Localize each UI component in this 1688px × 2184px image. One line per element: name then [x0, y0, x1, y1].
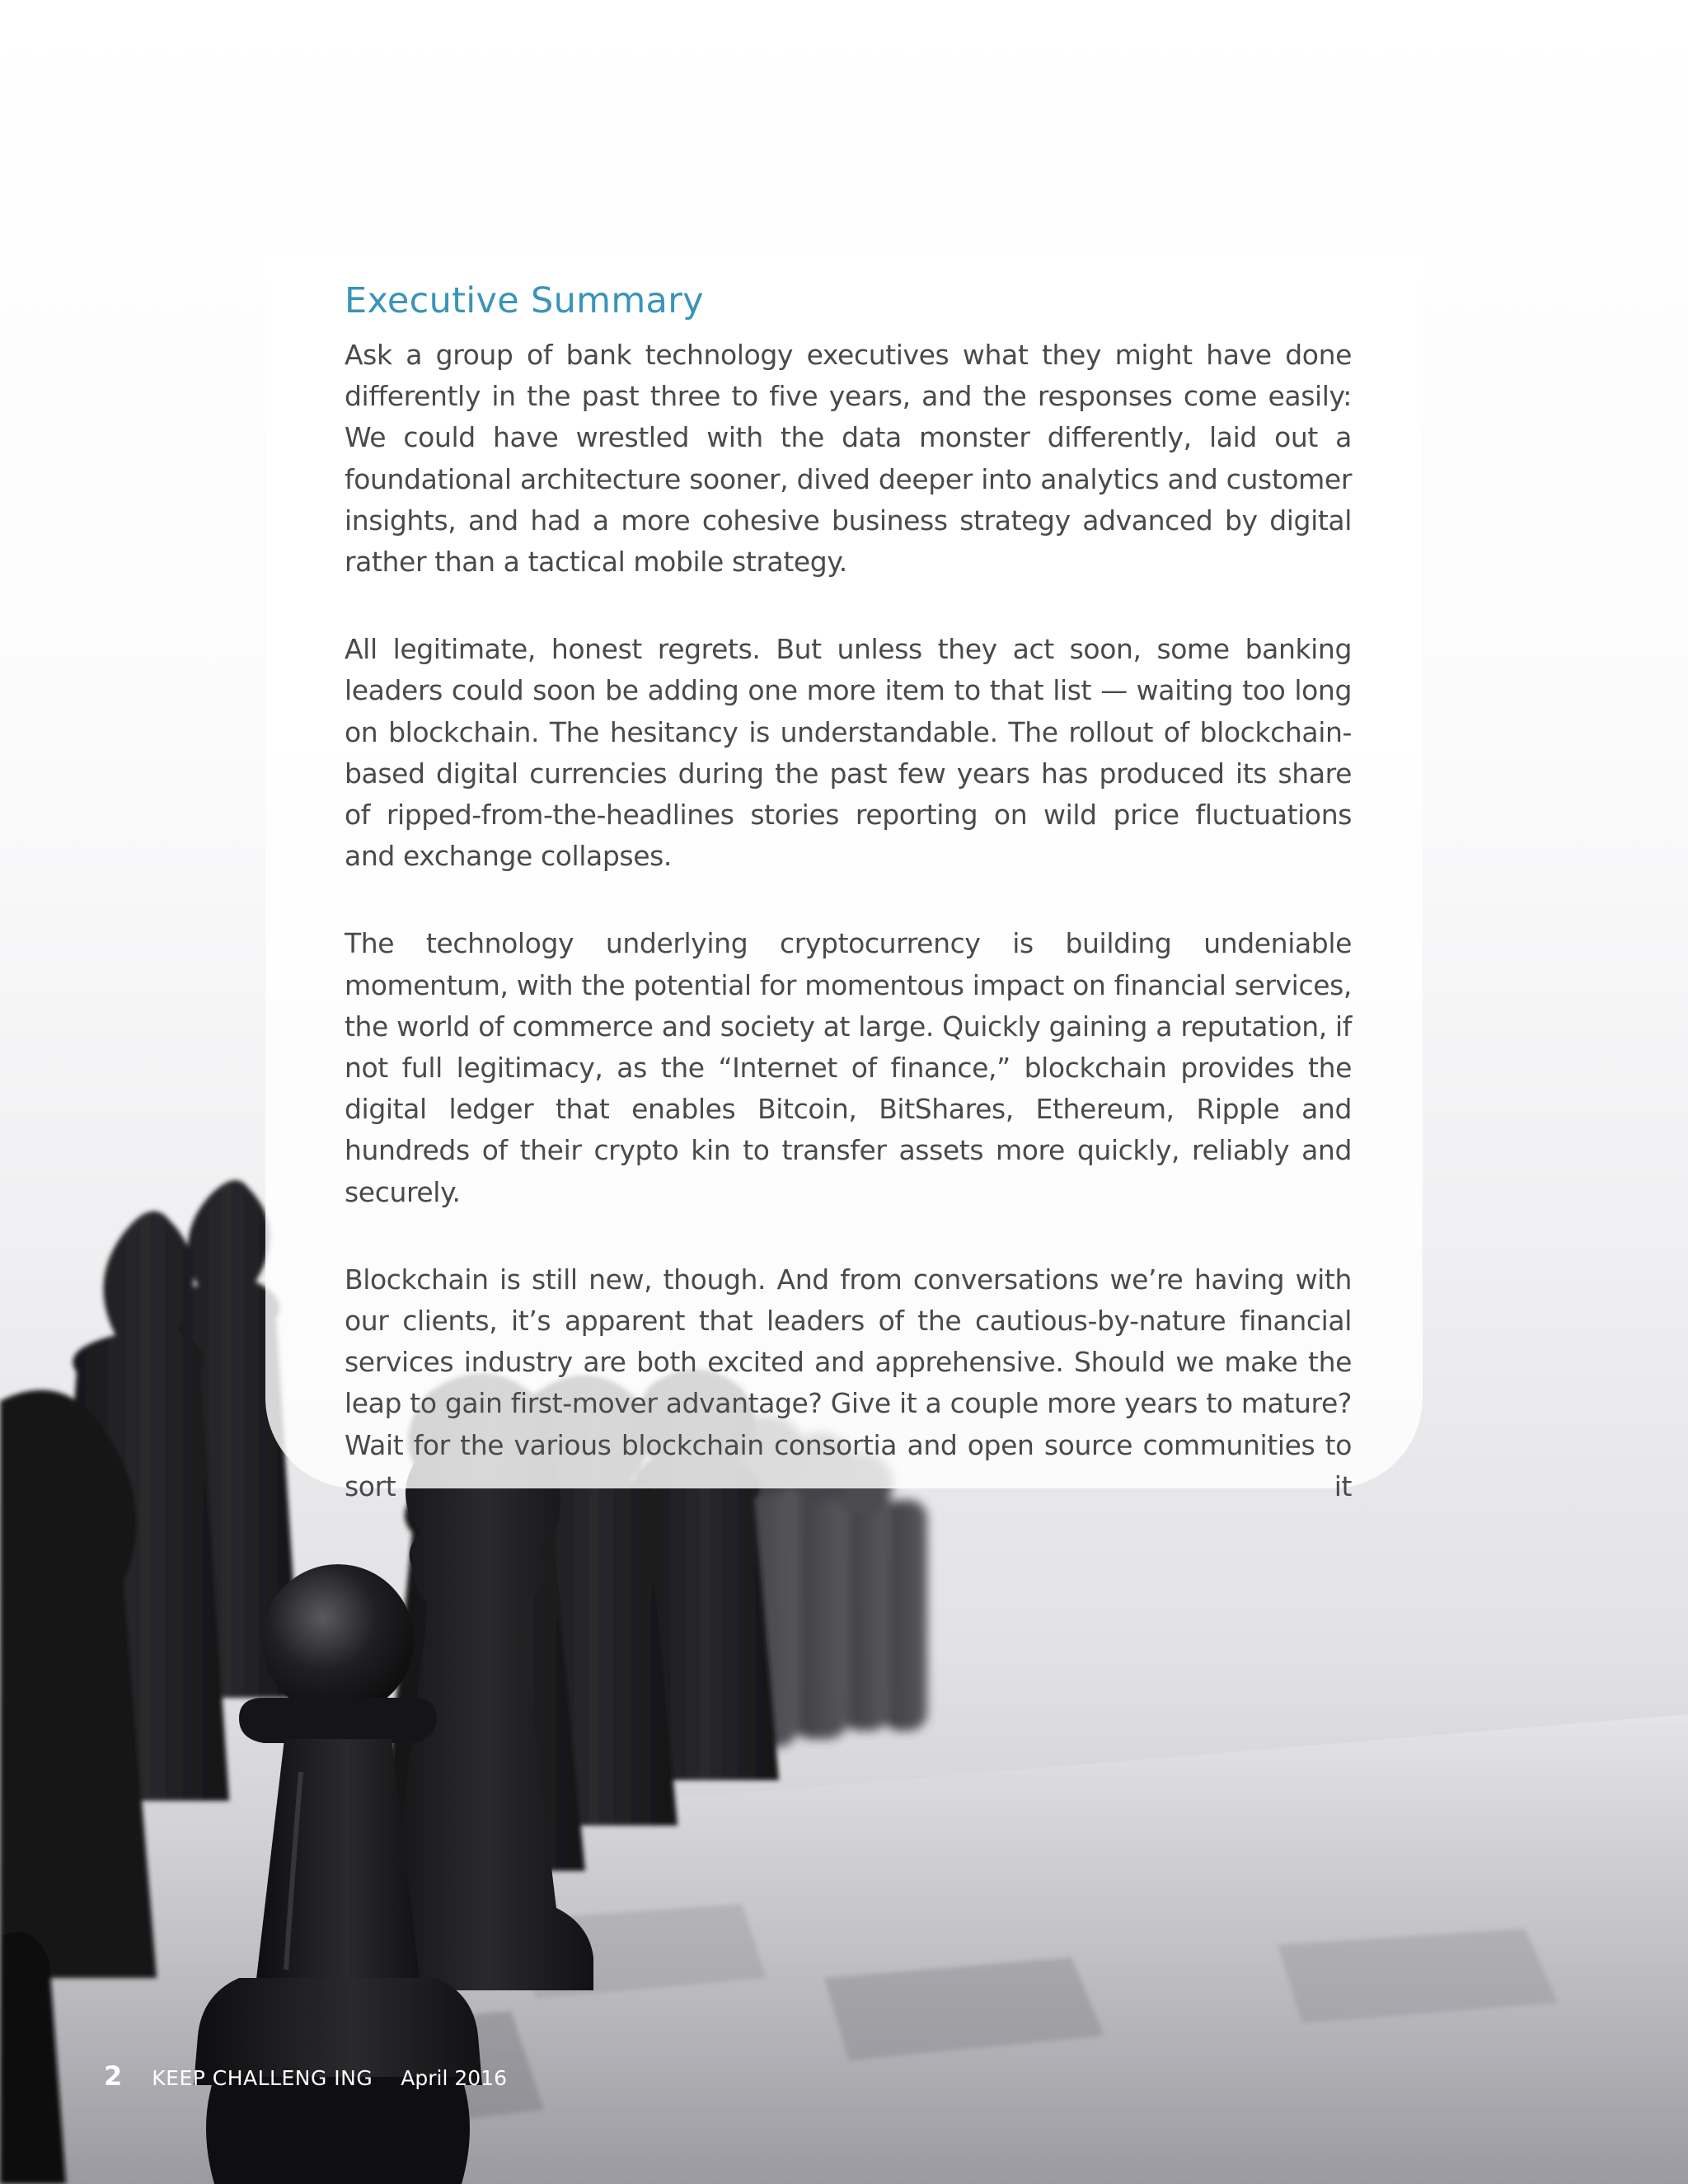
- executive-summary-section: [345, 280, 1352, 1507]
- paragraph-3: The technology underlying cryptocurrency is building undeniable momentum, with the potential for momentous impact on financial services, the world of commerce and society at large. Quickly gaining a reputation, if not full legitimacy, as the “Internet of finance,” blockchain provides the digital ledger that enables Bitcoin, BitShares, Ethereum, Ripple and hundreds of their crypto kin to transfer assets more quickly, reliably and securely.: [345, 927, 1352, 1208]
- paragraph-2: All legitimate, honest regrets. But unless they act soon, some banking leaders could soon be adding one more item to that list — waiting too long on blockchain. The hesitancy is understandable. The rollout of blockchain-based digital currencies during the past few years has produced its share of ripped-from-the-headlines stories reporting on wild price fluctuations and exchange collapses.: [345, 633, 1352, 873]
- publication-title: KEEP CHALLENG ING: [152, 2066, 373, 2090]
- section-heading: Executive Summary: [345, 280, 704, 321]
- page-footer: [104, 2060, 507, 2093]
- paragraph-1: Ask a group of bank technology executives what they might have done differently in the past three to five years, and the responses come easily: We could have wrestled with the data monster differently, laid out a foundational architecture sooner, dived deeper into analytics and customer insights, and had a more cohesive business strategy advanced by digital rather than a tactical mobile strategy.: [345, 339, 1352, 579]
- publication-date: April 2016: [401, 2066, 507, 2090]
- page-number: 2: [104, 2060, 123, 2092]
- paragraph-4: Blockchain is still new, though. And from conversations we’re having with our clients, it’s apparent that leaders of the cautious-by-nature financial services industry are both excited and apprehensive. Should we make the leap to gain first-mover advantage? Give it a couple more years to mature? Wait for the various blockchain consortia and open source communities to sort it: [345, 1263, 1352, 1502]
